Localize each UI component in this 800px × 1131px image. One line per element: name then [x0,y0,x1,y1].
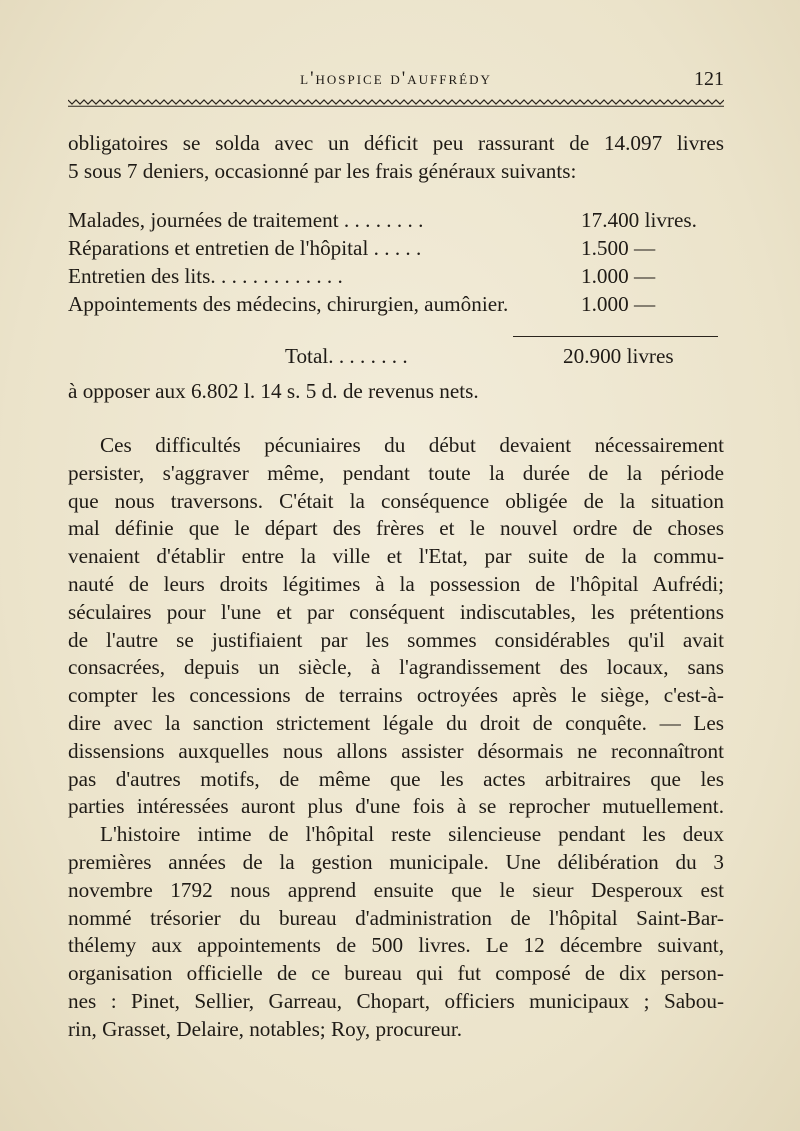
text-line: rin, Grasset, Delaire, notables; Roy, procureur. [68,1016,463,1041]
page-number: 121 [694,68,724,90]
intro-paragraph [68,130,724,186]
ledger-label: Malades, journées de traitement . . . . . . . . [68,208,424,232]
body-paragraph [68,432,724,1044]
ledger-row [68,290,724,318]
text-line: parties intéressées auront plus d'une fois à se reprocher mutuellement. [68,794,724,819]
total-amount: 20.900 livres [563,344,674,368]
ledger-amount: 1.000 — [581,292,656,316]
total-rule [513,336,718,337]
page-header [68,68,724,94]
ledger-amount: 1.000 — [581,264,656,288]
text-line: nes : Pinet, Sellier, Garreau, Chopart, officiers municipaux ; Sabou- [68,988,724,1013]
text-line: pas d'autres motifs, de même que les actes arbitraires que les [68,766,724,791]
text-line: que nous traversons. C'était la conséquence obligée de la situation [68,488,724,513]
ledger-amount: 1.500 — [581,236,656,260]
after-total-line [68,378,724,406]
text-line: premières années de la gestion municipale. Une délibération du 3 [68,849,724,874]
ledger-row [68,262,724,290]
text-line: nauté de leurs droits légitimes à la possession de l'hôpital Aufrédi; [68,571,724,596]
expense-ledger [68,206,724,318]
text-line: novembre 1792 nous apprend ensuite que le sieur Desperoux est [68,877,724,902]
text-line: compter les concessions de terrains octroyées après le siège, c'est-à- [68,683,724,708]
text-line: dissensions auxquelles nous allons assister désormais ne reconnaîtront [68,738,724,763]
decorative-rule [68,99,724,107]
intro-line: 5 sous 7 deniers, occasionné par les frais généraux suivants: [68,158,577,183]
ledger-row [68,234,724,262]
text-line: Ces difficultés pécuniaires du début devaient nécessairement [100,433,724,457]
text-line: consacrées, depuis un siècle, à l'agrandissement des locaux, sans [68,655,724,680]
text-line: organisation officielle de ce bureau qui fut composé de dix person- [68,961,724,986]
text-line: mal définie que le départ des frères et le nouvel ordre de choses [68,516,724,541]
text-line: venaient d'établir entre la ville et l'Etat, par suite de la commu- [68,544,724,569]
total-row [68,342,724,370]
total-label: Total. . . . . . . . [285,344,408,368]
text-line: séculaires pour l'une et par conséquent indiscutables, les prétentions [68,599,724,624]
text-line: persister, s'aggraver même, pendant toute la durée de la période [68,460,724,485]
ledger-row [68,206,724,234]
text-line: nommé trésorier du bureau d'administration de l'hôpital Saint-Bar- [68,905,724,930]
intro-line: obligatoires se solda avec un déficit peu rassurant de 14.097 livres [68,131,724,155]
text-line: à opposer aux 6.802 l. 14 s. 5 d. de revenus nets. [68,379,479,403]
ledger-label: Appointements des médecins, chirurgien, aumônier. [68,292,509,316]
ledger-label: Réparations et entretien de l'hôpital . . . . . [68,236,422,260]
ledger-amount: 17.400 livres. [581,208,697,232]
text-line: thélemy aux appointements de 500 livres. Le 12 décembre suivant, [68,933,724,958]
ledger-label: Entretien des lits. . . . . . . . . . . . . [68,264,343,288]
text-line: de l'autre se justifiaient par les sommes considérables qu'il avait [68,627,724,652]
text-line: dire avec la sanction strictement légale du droit de conquête. — Les [68,710,724,735]
text-line: L'histoire intime de l'hôpital reste silencieuse pendant les deux [100,822,724,847]
running-title: l'hospice d'auffrédy [300,68,492,89]
